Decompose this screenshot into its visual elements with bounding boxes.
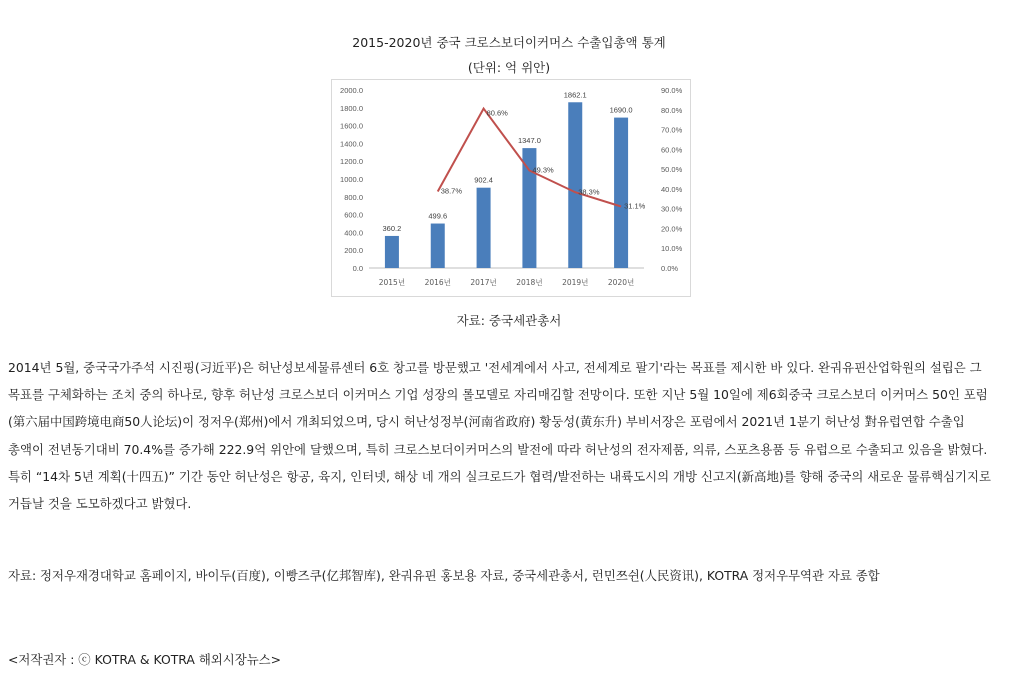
source-note: 자료: 정저우재경대학교 홈페이지, 바이두(百度), 이빵즈쿠(亿邦智库), 완궈유핀 홍보용 자료, 중국세관총서, 런민쯔쉰(人民资讯), KOTRA 정저우무역관 자료 종합 (8, 568, 880, 583)
y2-tick-label: 40.0% (661, 184, 683, 194)
y-tick-label: 600.0 (344, 210, 363, 220)
copyright-note: <저작권자 : ⓒ KOTRA & KOTRA 해외시장뉴스> (8, 652, 282, 667)
chart-bar (431, 224, 445, 268)
x-tick-label: 2017년 (470, 278, 497, 287)
chart-bar (477, 188, 491, 268)
bar-data-label: 1690.0 (609, 105, 633, 115)
y-tick-label: 1400.0 (340, 139, 363, 149)
bar-data-label: 1347.0 (517, 136, 541, 146)
body-line: 2014년 5월, 중국국가주석 시진핑(习近平)은 허난성보세물류센터 6호 창고를 방문했고 '전세계에서 사고, 전세계로 팔기'라는 목표를 제시한 바 있다. 완궈유핀산업학원의 설립은 그 (8, 360, 982, 375)
bar-data-label: 499.6 (428, 211, 448, 221)
x-tick-label: 2015년 (378, 278, 406, 287)
y-tick-label: 1800.0 (340, 103, 363, 113)
line-data-label: 31.1% (624, 201, 646, 211)
y-tick-label: 400.0 (344, 228, 363, 238)
bar-data-label: 902.4 (474, 175, 493, 185)
body-paragraph (8, 354, 1010, 517)
line-data-label: 38.3% (578, 187, 600, 197)
y2-tick-label: 70.0% (661, 125, 683, 135)
y-tick-label: 1600.0 (340, 121, 363, 131)
chart-bar (614, 118, 628, 268)
y2-tick-label: 20.0% (661, 224, 683, 234)
line-data-label: 49.3% (532, 165, 554, 175)
y-tick-label: 2000.0 (340, 86, 363, 95)
chart-bar (385, 236, 399, 268)
y2-tick-label: 60.0% (661, 145, 683, 155)
body-line: 특히 “14차 5년 계획(十四五)” 기간 동안 허난성은 항공, 육지, 인터넷, 해상 네 개의 실크로드가 협력/발전하는 내륙도시의 개방 신고지(新高地)를 향해 중국의 새로운 물류핵심기지로 (8, 468, 991, 484)
y2-tick-label: 30.0% (661, 204, 683, 214)
body-line: (第六届中国跨境电商50人论坛)이 정저우(郑州)에서 개최되었으며, 당시 허난성정부(河南省政府) 황둥성(黄东升) 부비서장은 포럼에서 2021년 1분기 허난성 對유럽연합 수출입 (8, 414, 965, 430)
chart-unit-label: (단위: 억 위안) (467, 60, 551, 75)
chart-bar (568, 102, 582, 268)
chart (331, 79, 691, 297)
x-tick-label: 2019년 (562, 278, 589, 287)
line-data-label: 80.6% (486, 108, 508, 118)
y-tick-label: 1200.0 (340, 157, 363, 167)
body-line: 총액이 전년동기대비 70.4%를 증가해 222.9억 위안에 달했으며, 특히 크로스보더이커머스의 발전에 따라 허난성의 전자제품, 의류, 스포츠용품 등 유럽으로 수출되고 있음을 밝혔다. (8, 441, 988, 457)
y2-tick-label: 50.0% (661, 165, 683, 175)
x-tick-label: 2020년 (607, 278, 635, 287)
chart-svg (332, 80, 690, 296)
y-tick-label: 0.0 (352, 264, 363, 273)
y-tick-label: 1000.0 (340, 175, 363, 184)
bar-data-label: 1862.1 (563, 90, 587, 100)
line-data-label: 38.7% (440, 186, 463, 196)
y2-tick-label: 90.0% (661, 86, 683, 95)
bar-data-label: 360.2 (382, 223, 402, 233)
y2-tick-label: 0.0% (661, 264, 679, 273)
x-tick-label: 2018년 (516, 278, 543, 287)
y-tick-label: 200.0 (344, 246, 363, 256)
y2-tick-label: 10.0% (661, 244, 683, 254)
y-tick-label: 800.0 (344, 192, 363, 202)
body-line: 거듭날 것을 도모하겠다고 밝혔다. (8, 496, 192, 512)
x-tick-label: 2016년 (424, 278, 451, 287)
chart-title: 2015-2020년 중국 크로스보더이커머스 수출입총액 통계 (352, 35, 666, 50)
y2-tick-label: 80.0% (661, 105, 683, 115)
chart-caption: 자료: 중국세관총서 (456, 313, 562, 328)
body-line: 목표를 구체화하는 조치 중의 하나로, 향후 허난성 크로스보더 이커머스 기업 성장의 롤모델로 자리매김할 전망이다. 또한 지난 5월 10일에 제6회중국 크로스보더 이커머스 50인 포럼 (8, 387, 988, 403)
